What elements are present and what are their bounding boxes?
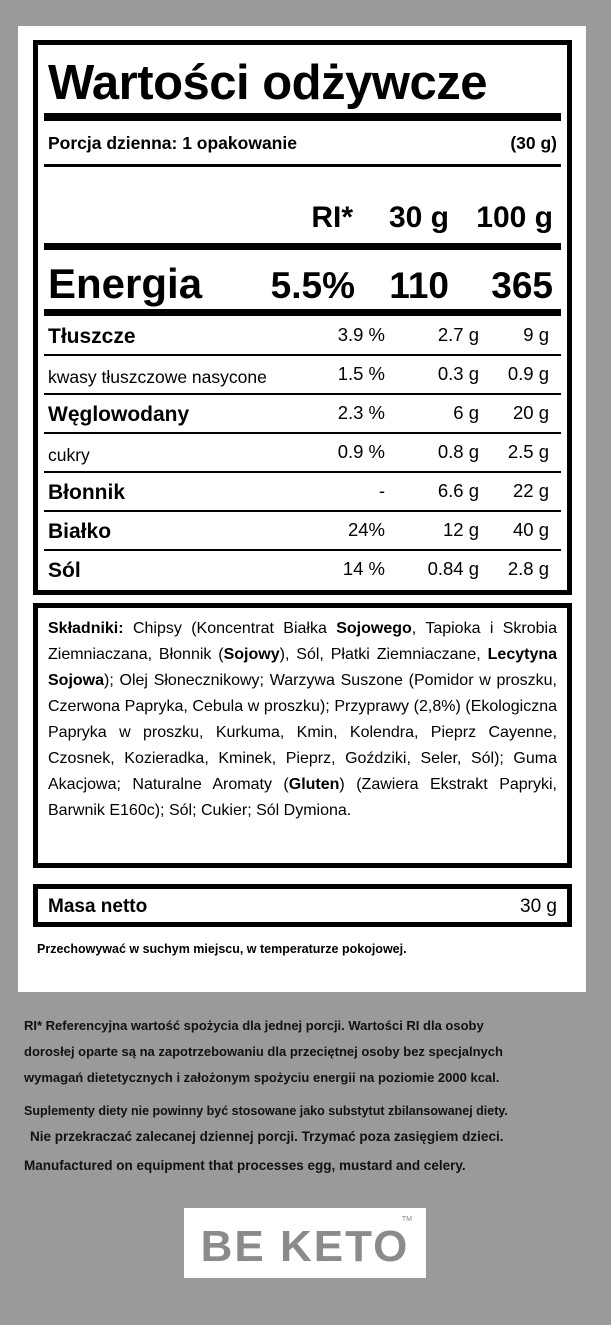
serving-label: Porcja dzienna: 1 opakowanie bbox=[48, 133, 297, 153]
ingredients-text: , Tapioka i Skrobia Ziemniaczana, Błonnik ( bbox=[48, 620, 557, 663]
nutrient-30g: 0.84 g bbox=[427, 558, 479, 579]
nutrient-100g: 2.5 g bbox=[507, 441, 549, 462]
nutrient-ri: 3.9 % bbox=[337, 324, 385, 345]
nutrient-30g: 0.8 g bbox=[437, 441, 479, 462]
nutrition-table bbox=[33, 40, 572, 595]
logo-text: BE KETO bbox=[200, 1222, 410, 1271]
nutrient-100g: 0.9 g bbox=[507, 363, 549, 384]
nutrient-ri: 14 % bbox=[342, 558, 385, 579]
nutrient-100g: 9 g bbox=[523, 324, 549, 345]
net-weight-value: 30 g bbox=[520, 896, 557, 917]
nutrient-100g: 22 g bbox=[512, 480, 549, 501]
supplement-note-line: Suplementy diety nie powinny być stosowane jako substytut zbilansowanej diety. bbox=[24, 1104, 508, 1118]
ingredients-text: Chipsy (Koncentrat Białka bbox=[123, 620, 337, 637]
nutrient-ri: 24% bbox=[347, 519, 385, 540]
nutrition-title: Wartości odżywcze bbox=[48, 56, 487, 110]
allergen-equipment-note: Manufactured on equipment that processes egg, mustard and celery. bbox=[24, 1158, 466, 1173]
nutrient-100g: 40 g bbox=[512, 519, 549, 540]
nutrient-label: cukry bbox=[48, 445, 90, 465]
nutrient-row-protein bbox=[44, 510, 561, 548]
nutrient-row-saturated-fat bbox=[44, 354, 561, 392]
ri-note-line: dorosłej oparte są na zapotrzebowaniu dla przeciętnej osoby bez specjalnych bbox=[24, 1044, 503, 1059]
ingredients-text: ), Sól, Płatki Ziemniaczane, bbox=[279, 646, 488, 663]
divider-thick bbox=[44, 243, 561, 250]
nutrient-ri: - bbox=[378, 480, 385, 501]
supplement-note-line: Nie przekraczać zalecanej dziennej porcji. Trzymać poza zasięgiem dzieci. bbox=[30, 1129, 504, 1144]
ri-note-line: RI* Referencyjna wartość spożycia dla jednej porcji. Wartości RI dla osoby bbox=[24, 1018, 484, 1033]
storage-note: Przechowywać w suchym miejscu, w temperaturze pokojowej. bbox=[37, 942, 407, 956]
divider bbox=[44, 164, 561, 167]
nutrient-100g: 20 g bbox=[512, 402, 549, 423]
nutrient-30g: 6 g bbox=[453, 402, 479, 423]
ri-note-line: wymagań dietetycznych i założonym spożyciu energii na poziomie 2000 kcal. bbox=[24, 1070, 500, 1085]
nutrient-row-salt bbox=[44, 549, 561, 587]
nutrient-30g: 6.6 g bbox=[437, 480, 479, 501]
nutrient-30g: 12 g bbox=[442, 519, 479, 540]
serving-size: (30 g) bbox=[510, 133, 557, 153]
trademark-mark: TM bbox=[401, 1216, 412, 1223]
ingredients-box bbox=[33, 603, 572, 868]
nutrient-label: Błonnik bbox=[48, 481, 125, 504]
divider-thick bbox=[44, 113, 561, 121]
nutrient-row-sugars bbox=[44, 432, 561, 470]
allergen: Lecytyna Sojowa bbox=[48, 646, 558, 689]
nutrient-label: Białko bbox=[48, 520, 112, 543]
allergen: Gluten bbox=[288, 776, 340, 793]
ingredients-label: Składniki: bbox=[48, 620, 124, 637]
net-weight-box bbox=[33, 884, 572, 927]
column-ri: RI* bbox=[311, 201, 353, 234]
energy-ri: 5.5% bbox=[270, 265, 355, 306]
nutrient-30g: 2.7 g bbox=[437, 324, 479, 345]
ingredients-text: ); Olej Słonecznikowy; Warzywa Suszone (Pomidor w proszku, Czerwona Papryka, Cebula w proszku); Przyprawy (2,8%) (Ekologiczna Papryka w proszku, Kurkuma, Kmin, Kolendra, Pieprz Cayenne, Czosnek, Kozieradka, Kminek, Pieprz, Goździki, Seler, Sól); Guma Akacjowa; Naturalne Aromaty ( bbox=[48, 672, 557, 793]
net-weight-label: Masa netto bbox=[48, 896, 148, 917]
energy-label: Energia bbox=[48, 260, 203, 307]
nutrient-ri: 2.3 % bbox=[337, 402, 385, 423]
energy-100g: 365 bbox=[491, 265, 553, 306]
nutrient-30g: 0.3 g bbox=[437, 363, 479, 384]
nutrient-label: Tłuszcze bbox=[48, 325, 136, 348]
nutrient-ri: 1.5 % bbox=[337, 363, 385, 384]
nutrient-label: kwasy tłuszczowe nasycone bbox=[48, 367, 267, 387]
energy-30g: 110 bbox=[389, 265, 449, 306]
column-100g: 100 g bbox=[476, 201, 553, 234]
nutrient-row-carbohydrates bbox=[44, 393, 561, 431]
allergen: Sojowego bbox=[336, 620, 412, 637]
serving-info bbox=[48, 133, 557, 154]
nutrient-100g: 2.8 g bbox=[507, 558, 549, 579]
ingredients-text: ) (Zawiera Ekstrakt Papryki, Barwnik E160c); Sól; Cukier; Sól Dymiona. bbox=[48, 776, 557, 819]
nutrient-ri: 0.9 % bbox=[337, 441, 385, 462]
nutrient-row-fiber bbox=[44, 471, 561, 509]
nutrient-row-fat bbox=[44, 315, 561, 353]
allergen: Sojowy bbox=[223, 646, 280, 663]
brand-logo bbox=[184, 1208, 426, 1278]
column-30g: 30 g bbox=[388, 201, 449, 234]
nutrient-label: Sól bbox=[48, 559, 81, 582]
nutrient-label: Węglowodany bbox=[48, 403, 190, 426]
